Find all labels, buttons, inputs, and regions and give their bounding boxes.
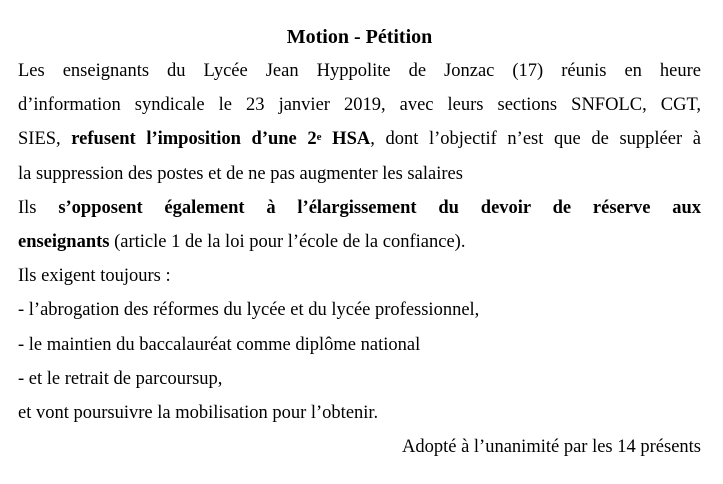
paragraph-2-line-2 <box>18 225 701 259</box>
text-span: refusent l’imposition d’une 2 <box>71 129 317 150</box>
emphasis-teachers: enseignants <box>18 232 110 253</box>
list-item: - et le retrait de parcoursup, <box>18 368 223 389</box>
superscript: e <box>316 131 322 144</box>
demands-intro: Ils exigent toujours : <box>18 266 171 287</box>
document <box>18 22 701 464</box>
paragraph-1-line-1: Les enseignants du Lycée Jean Hyppolite de Jonzac (17) réunis en heure <box>18 61 701 81</box>
paragraph-2-line-1 <box>18 191 701 225</box>
text-span: HSA <box>321 129 371 150</box>
paragraph-1-line-3 <box>18 122 701 156</box>
paragraph-1-line-4: la suppression des postes et de ne pas augmenter les salaires <box>18 163 463 184</box>
paragraph-1-line-2: d’information syndicale le 23 janvier 2019, avec leurs sections SNFOLC, CGT, <box>18 95 701 116</box>
list-item: - le maintien du baccalauréat comme diplôme national <box>18 334 421 355</box>
list-item: - l’abrogation des réformes du lycée et du lycée professionnel, <box>18 300 480 321</box>
closing-line: et vont poursuivre la mobilisation pour l’obtenir. <box>18 403 379 424</box>
text-span: Ils <box>18 197 59 218</box>
adoption-note: Adopté à l’unanimité par les 14 présents <box>402 437 701 458</box>
text-span: SIES, <box>18 129 72 150</box>
emphasis-opposition: s’opposent également à l’élargissement du devoir de réserve aux <box>58 197 701 218</box>
text-span: , dont l’objectif n’est que de suppléer à <box>370 129 701 150</box>
document-title: Motion - Pétition <box>286 26 433 48</box>
text-span: (article 1 de la loi pour l’école de la confiance). <box>109 232 466 253</box>
emphasis-refusal <box>71 129 370 149</box>
